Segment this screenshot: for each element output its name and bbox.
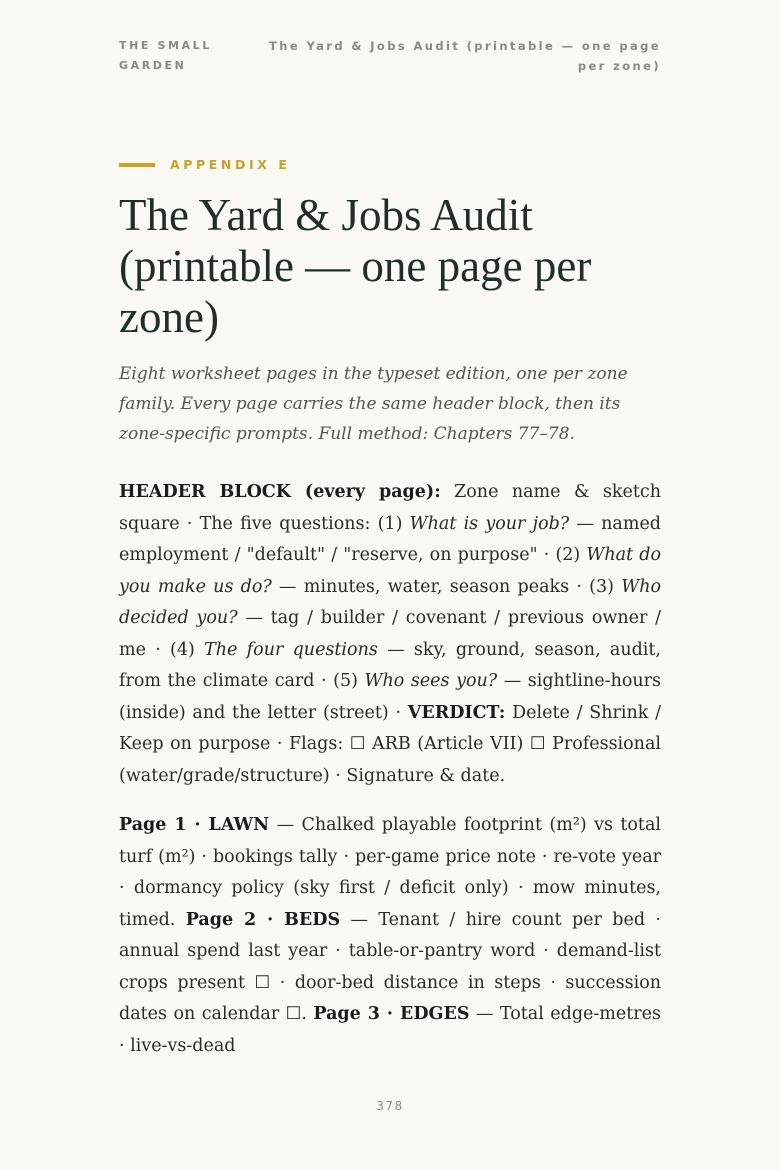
text-run: Delete / Shrink / Keep on purpose · Flags: ☐ ARB (Article VII) ☐ Professional (water/grade/structure) · Signature & date.: [119, 702, 661, 786]
header-block-paragraph: [119, 477, 661, 792]
text-run: — sky, ground, season, audit, from the climate card · (5): [119, 639, 661, 691]
page-title: The Yard & Jobs Audit (printable — one page per zone): [119, 190, 592, 342]
kicker-label: APPENDIX E: [170, 157, 291, 172]
verdict-label: VERDICT:: [407, 702, 506, 723]
zone-pages-paragraph: [119, 810, 661, 1062]
page-1-label: Page 1 · LAWN: [119, 815, 270, 835]
page-1-text: — Chalked playable footprint (m²) vs total turf (m²) · bookings tally · per-game price note · re-vote year · dormancy policy (sky first / deficit only) · mow minutes, timed.: [119, 815, 661, 930]
page-3-text: — Total edge-metres · live-vs-dead: [119, 1004, 661, 1056]
text-run: — minutes, water, season peaks · (3): [271, 576, 622, 597]
text-run: Zone name & sketch square · The five questions: (1): [119, 482, 661, 534]
question-5: Who sees you?: [364, 671, 498, 691]
header-block-label: HEADER BLOCK (every page):: [119, 482, 441, 502]
question-2: What do you make us do?: [119, 545, 661, 597]
running-head: [119, 36, 661, 76]
question-1: What is your job?: [409, 513, 570, 534]
running-head-book-title: THE SMALL GARDEN: [119, 39, 212, 72]
appendix-kicker: [119, 157, 291, 172]
text-run: — tag / builder / covenant / previous owner / me · (4): [119, 608, 661, 660]
page-2-text: — Tenant / hire count per bed · annual spend last year · table-or-pantry word · demand-list crops present ☐ · door-bed distance in steps · succession dates on calendar ☐.: [119, 909, 661, 1024]
text-run: — named employment / "default" / "reserve, on purpose" · (2): [119, 513, 661, 565]
subtitle: Eight worksheet pages in the typeset edition, one per zone family. Every page carries the same header block, then its zone-specific prompts. Full method: Chapters 77–78.: [119, 364, 628, 444]
running-head-chapter-title: The Yard & Jobs Audit (printable — one page per zone): [269, 39, 661, 73]
question-4: The four questions: [204, 639, 378, 660]
page-number: 378: [376, 1099, 404, 1113]
page-2-label: Page 2 · BEDS: [185, 909, 341, 930]
question-3: Who decided you?: [119, 576, 661, 628]
text-run: — sightline-hours (inside) and the letter (street) ·: [119, 671, 661, 723]
kicker-rule: [119, 163, 155, 167]
page-3-label: Page 3 · EDGES: [313, 1004, 470, 1024]
